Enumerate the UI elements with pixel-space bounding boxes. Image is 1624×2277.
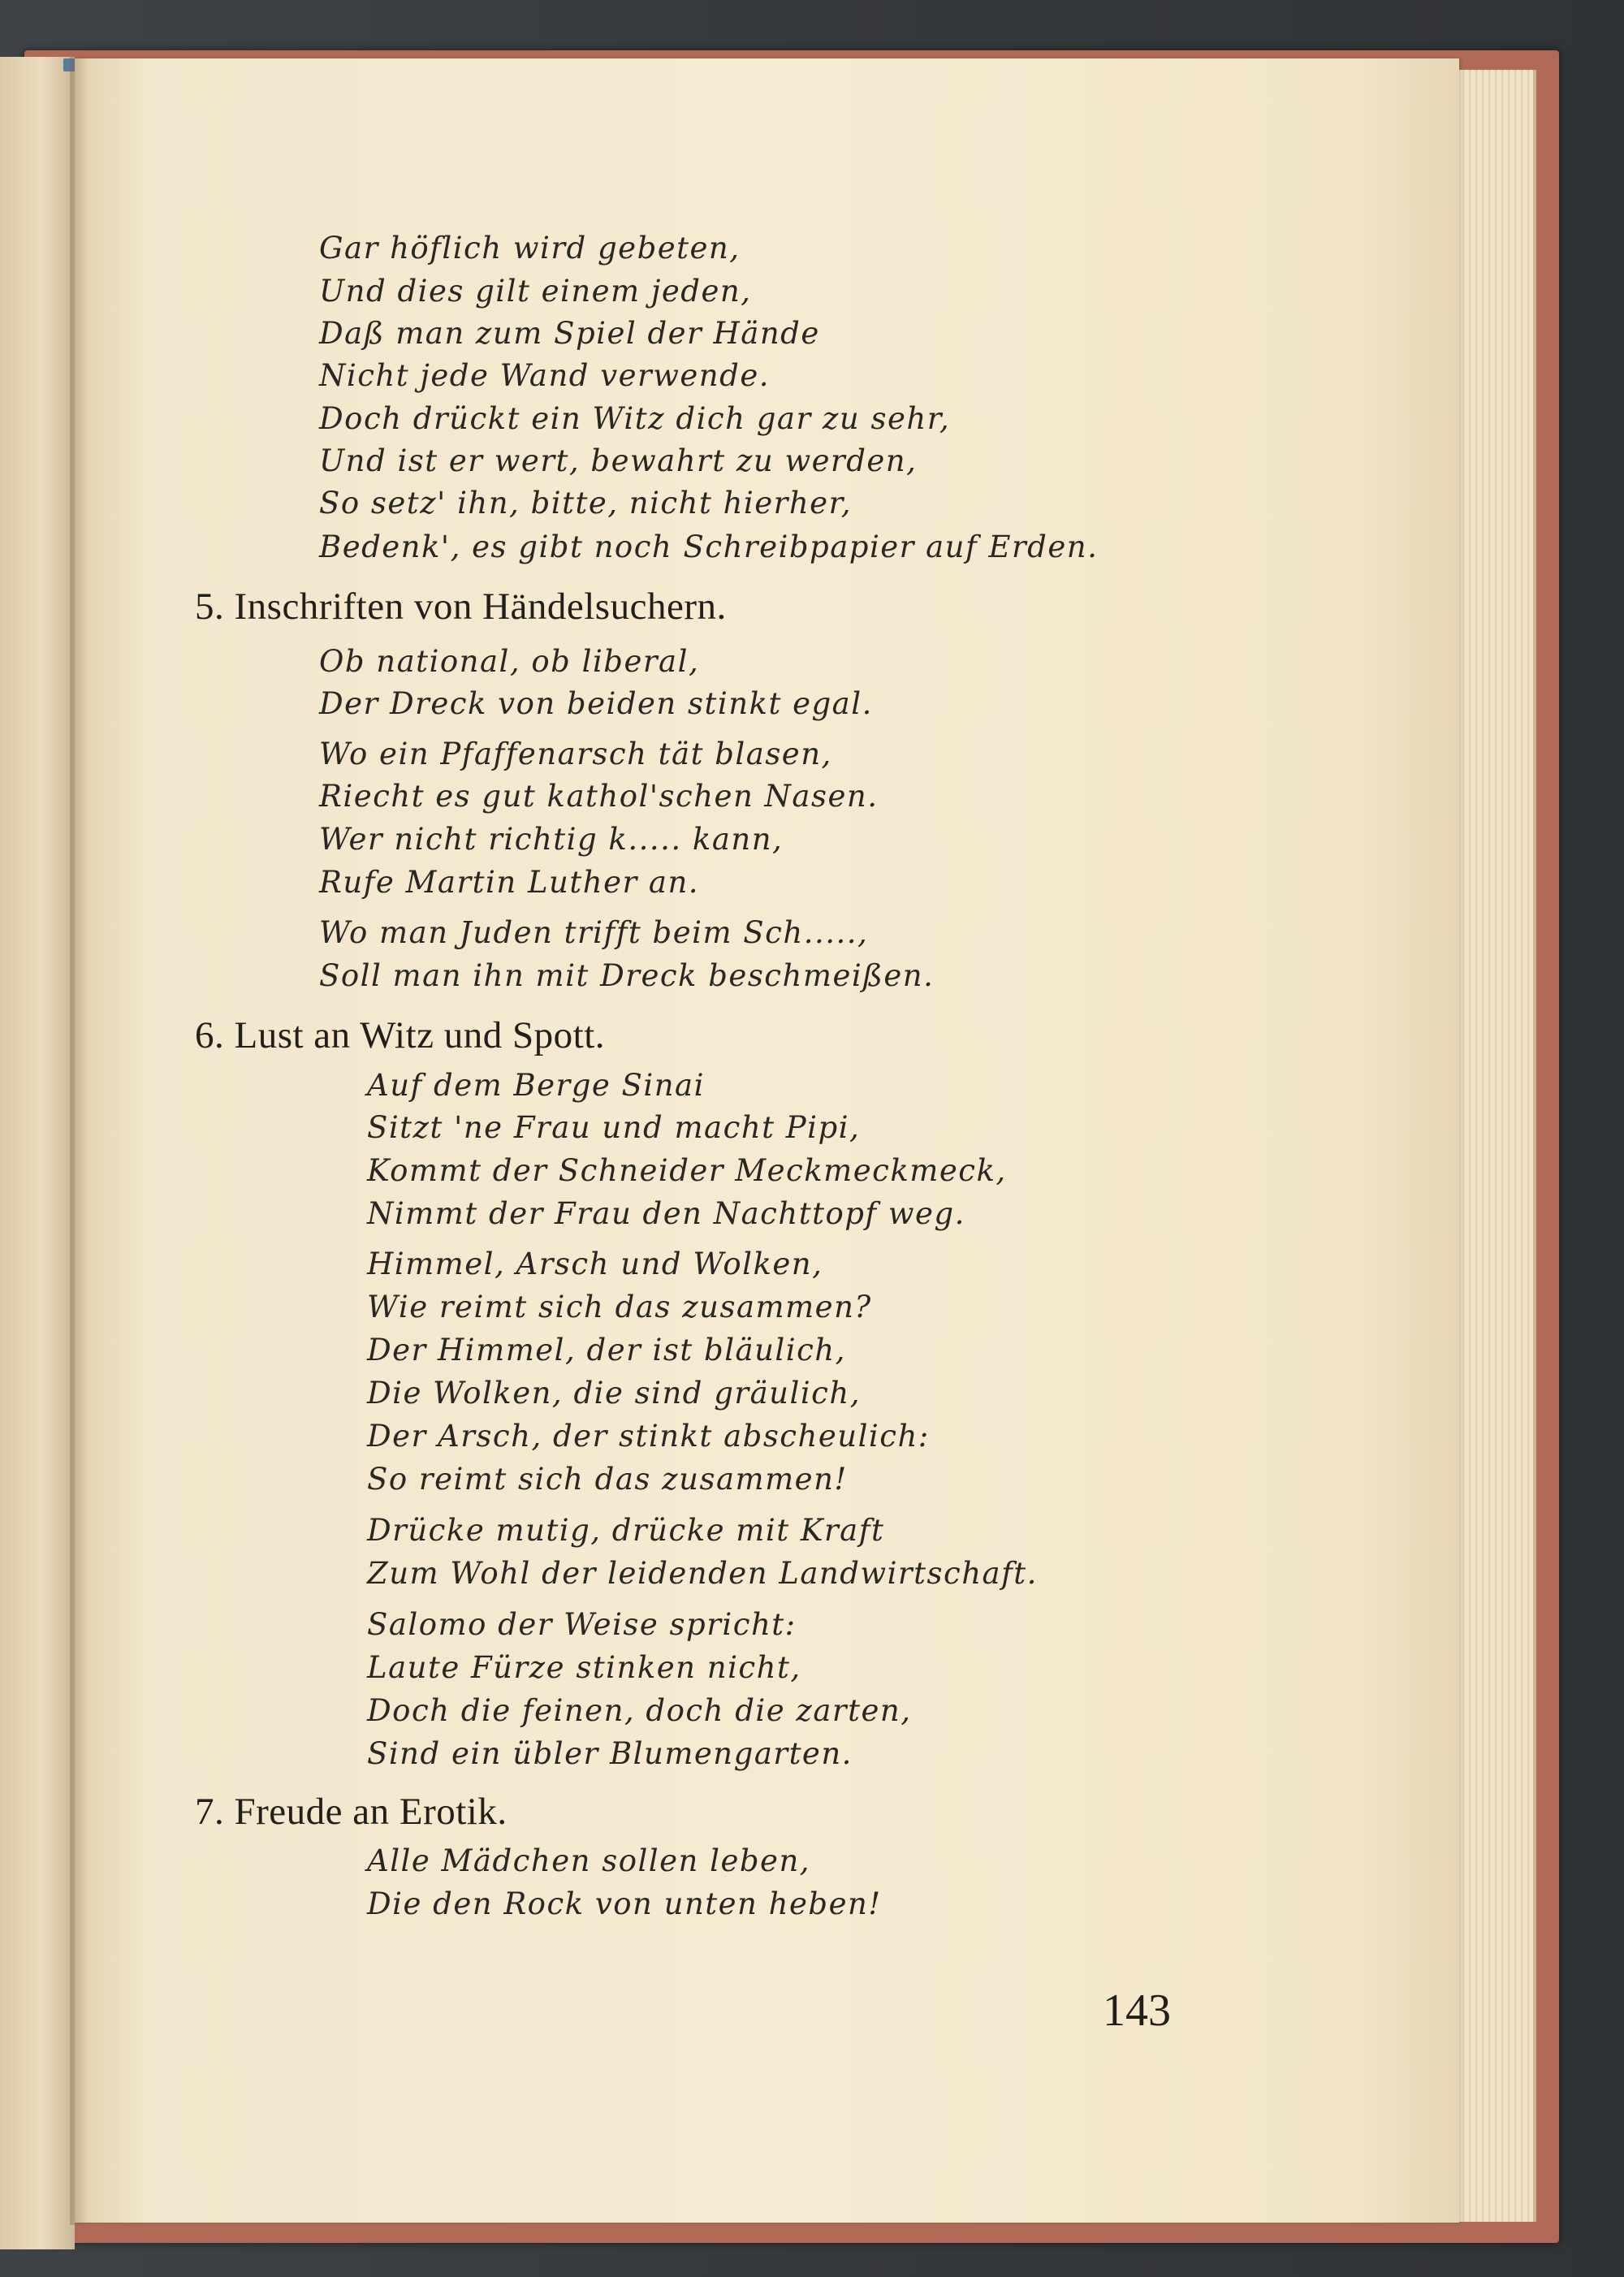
verse-line: Sitzt 'ne Frau und macht Pipi,	[367, 1110, 861, 1145]
verse-line: Der Arsch, der stinkt abscheulich:	[367, 1419, 930, 1454]
verse-line: Doch die feinen, doch die zarten,	[367, 1693, 912, 1728]
verse-line: Nimmt der Frau den Nachttopf weg.	[367, 1196, 965, 1231]
verse-line: Der Dreck von beiden stinkt egal.	[319, 686, 873, 721]
verse-line: Daß man zum Spiel der Hände	[319, 316, 820, 351]
verse-line: Salomo der Weise spricht:	[367, 1607, 797, 1642]
verse-line: Und dies gilt einem jeden,	[319, 274, 752, 309]
verse-line: Wo man Juden trifft beim Sch.....,	[319, 915, 869, 950]
verse-line: Laute Fürze stinken nicht,	[367, 1650, 801, 1685]
verse-line: Auf dem Berge Sinai	[367, 1068, 705, 1103]
verse-line: Und ist er wert, bewahrt zu werden,	[319, 443, 918, 478]
verse-line: Alle Mädchen sollen leben,	[367, 1843, 811, 1878]
previous-page-edge	[0, 57, 75, 2249]
verse-line: Zum Wohl der leidenden Landwirtschaft.	[367, 1556, 1038, 1591]
verse-line: Der Himmel, der ist bläulich,	[367, 1333, 846, 1367]
verse-line: So setz' ihn, bitte, nicht hierher,	[319, 486, 852, 521]
verse-line: Rufe Martin Luther an.	[319, 865, 700, 900]
verse-line: Die Wolken, die sind gräulich,	[367, 1376, 861, 1411]
verse-line: Drücke mutig, drücke mit Kraft	[367, 1513, 885, 1548]
verse-line: Soll man ihn mit Dreck beschmeißen.	[319, 958, 935, 993]
verse-line: Himmel, Arsch und Wolken,	[367, 1247, 823, 1281]
verse-line: Nicht jede Wand verwende.	[319, 358, 770, 393]
verse-line: Sind ein übler Blumengarten.	[367, 1736, 853, 1771]
page-number: 143	[1103, 1985, 1171, 2036]
verse-line: Doch drückt ein Witz dich gar zu sehr,	[319, 401, 951, 436]
verse-line: Ob national, ob liberal,	[319, 644, 700, 679]
verse-line: Kommt der Schneider Meckmeckmeck,	[367, 1153, 1007, 1188]
section-heading: 7. Freude an Erotik.	[195, 1791, 508, 1833]
verse-line: Wer nicht richtig k..... kann,	[319, 822, 784, 857]
section-heading: 5. Inschriften von Händelsuchern.	[195, 585, 727, 628]
verse-line: Wie reimt sich das zusammen?	[367, 1290, 872, 1324]
verse-line: Die den Rock von unten heben!	[367, 1886, 882, 1921]
section-heading: 6. Lust an Witz und Spott.	[195, 1014, 606, 1056]
verse-line: So reimt sich das zusammen!	[367, 1462, 848, 1497]
verse-line: Bedenk', es gibt noch Schreibpapier auf Erden.	[319, 529, 1099, 564]
verse-line: Wo ein Pfaffenarsch tät blasen,	[319, 737, 832, 771]
page-edges	[1452, 70, 1536, 2222]
verse-line: Gar höflich wird gebeten,	[319, 231, 741, 266]
verse-line: Riecht es gut kathol'schen Nasen.	[319, 779, 879, 814]
gutter-shadow	[70, 57, 88, 2225]
